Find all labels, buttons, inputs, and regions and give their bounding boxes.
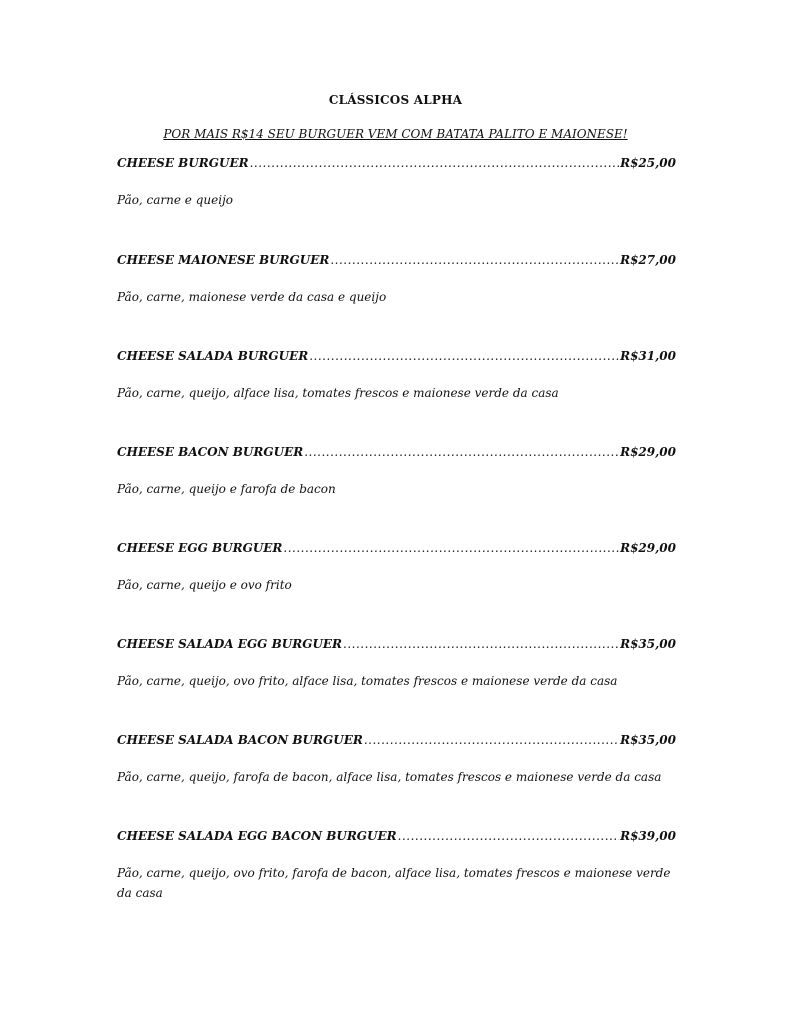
menu-item-line	[117, 637, 676, 655]
dot-leader	[283, 541, 619, 555]
promo-text: POR MAIS R$14 SEU BURGUER VEM COM BATATA PALITO E MAIONESE!	[163, 127, 628, 141]
menu-item	[117, 156, 676, 210]
page-title: CLÁSSICOS ALPHA	[328, 93, 463, 107]
dot-leader	[364, 733, 619, 747]
menu-item-name: CHEESE EGG BURGUER	[117, 541, 283, 555]
menu-item-price: R$29,00	[620, 445, 676, 459]
menu-item-price: R$35,00	[620, 637, 676, 651]
menu-item-name: CHEESE BACON BURGUER	[117, 445, 304, 459]
menu-item-line	[117, 445, 676, 463]
menu-item	[117, 349, 676, 403]
menu-item-description: Pão, carne, maionese verde da casa e queijo	[117, 290, 387, 304]
menu-item-price: R$35,00	[620, 733, 676, 747]
dot-leader	[330, 253, 619, 267]
menu-item-description: Pão, carne, queijo, farofa de bacon, alface lisa, tomates frescos e maionese verde da casa	[117, 770, 662, 784]
menu-item	[117, 253, 676, 307]
menu-item-description: Pão, carne, queijo, alface lisa, tomates frescos e maionese verde da casa	[117, 386, 559, 400]
dot-leader	[398, 829, 619, 843]
menu-item-line	[117, 156, 676, 174]
menu-item-name: CHEESE SALADA EGG BACON BURGUER	[117, 829, 397, 843]
menu-item	[117, 733, 676, 787]
dot-leader	[343, 637, 619, 651]
menu-item-line	[117, 541, 676, 559]
menu-item-name: CHEESE SALADA BACON BURGUER	[117, 733, 363, 747]
menu-item-line	[117, 733, 676, 751]
menu-item-description: Pão, carne e queijo	[117, 193, 234, 207]
menu-item-description: Pão, carne, queijo, ovo frito, alface lisa, tomates frescos e maionese verde da casa	[117, 674, 618, 688]
menu-item-description: Pão, carne, queijo e farofa de bacon	[117, 482, 336, 496]
menu-item-name: CHEESE SALADA EGG BURGUER	[117, 637, 343, 651]
menu-item	[117, 541, 676, 595]
menu-item-line	[117, 253, 676, 271]
menu-item-name: CHEESE MAIONESE BURGUER	[117, 253, 330, 267]
dot-leader	[250, 156, 620, 170]
menu-item-price: R$39,00	[620, 829, 676, 843]
dot-leader	[304, 445, 619, 459]
menu-item-line	[117, 829, 676, 847]
menu-item-description: Pão, carne, queijo e ovo frito	[117, 578, 292, 592]
menu-item-price: R$29,00	[620, 541, 676, 555]
dot-leader	[309, 349, 619, 363]
menu-item-price: R$25,00	[620, 156, 676, 170]
menu-item-name: CHEESE BURGUER	[117, 156, 249, 170]
menu-item	[117, 637, 676, 691]
menu-item-price: R$31,00	[620, 349, 676, 363]
menu-item	[117, 829, 676, 903]
menu-item-name: CHEESE SALADA BURGUER	[117, 349, 309, 363]
menu-item	[117, 445, 676, 499]
menu-item-price: R$27,00	[620, 253, 676, 267]
menu-item-line	[117, 349, 676, 367]
menu-item-description: Pão, carne, queijo, ovo frito, farofa de bacon, alface lisa, tomates frescos e maionese verde da casa	[117, 866, 671, 900]
